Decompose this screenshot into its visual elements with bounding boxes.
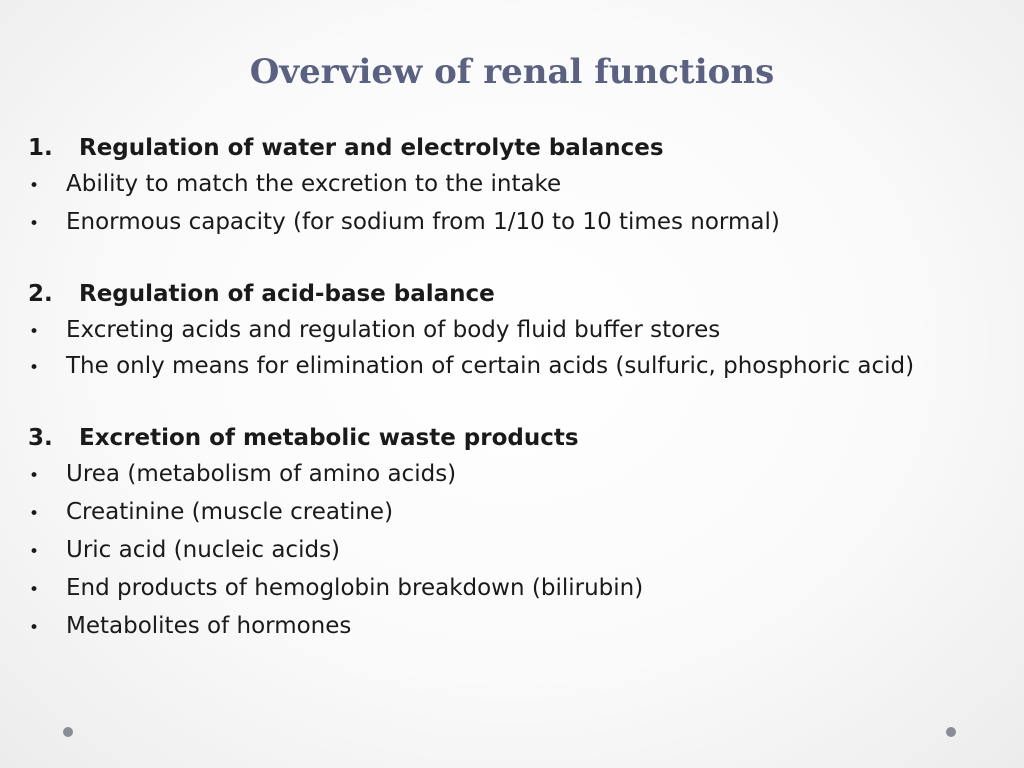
list-item [28,570,998,608]
section-heading-text: Excretion of metabolic waste products [79,425,579,451]
section-heading [28,276,998,312]
section-acid-base [28,276,998,386]
list-item-text: Uric acid (nucleic acids) [66,537,341,563]
list-item-text: Urea (metabolism of amino acids) [66,461,457,487]
bullet-glyph: • [29,176,40,196]
list-item-text: Metabolites of hormones [66,613,352,639]
list-item [28,532,998,570]
section-metabolic-waste [28,420,998,646]
list-item-text: Excreting acids and regulation of body fluid buffer stores [66,317,721,343]
list-item [28,456,998,494]
list-item-text: End products of hemoglobin breakdown (bilirubin) [66,575,644,601]
slide-title: Overview of renal functions [249,52,775,92]
list-item-text: The only means for elimination of certain acids (sulfuric, phosphoric acid) [66,353,915,379]
bullet-glyph: • [29,580,40,600]
list-item [28,350,998,386]
section-heading [28,130,998,166]
section-heading [28,420,998,456]
bullet-glyph: • [29,322,40,342]
section-heading-text: Regulation of water and electrolyte balances [79,135,664,161]
bullet-glyph: • [29,618,40,638]
section-number: 1. [28,135,53,161]
bullet-list [28,166,998,242]
bullet-glyph: • [29,214,40,234]
list-item [28,494,998,532]
section-number: 3. [28,425,53,451]
bullet-list [28,312,998,386]
section-number: 2. [28,281,53,307]
list-item-text: Enormous capacity (for sodium from 1/10 to 10 times normal) [66,209,780,235]
corner-dot-right [946,727,956,737]
bullet-glyph: • [29,358,40,378]
list-item-text: Ability to match the excretion to the intake [66,171,562,197]
slide-content [28,130,998,646]
bullet-glyph: • [29,504,40,524]
bullet-glyph: • [29,466,40,486]
section-heading-text: Regulation of acid-base balance [79,281,495,307]
list-item-text: Creatinine (muscle creatine) [66,499,394,525]
section-water-electrolyte [28,130,998,242]
bullet-glyph: • [29,542,40,562]
list-item [28,608,998,646]
list-item [28,312,998,350]
corner-dot-left [63,727,73,737]
list-item [28,204,998,242]
bullet-list [28,456,998,646]
list-item [28,166,998,204]
